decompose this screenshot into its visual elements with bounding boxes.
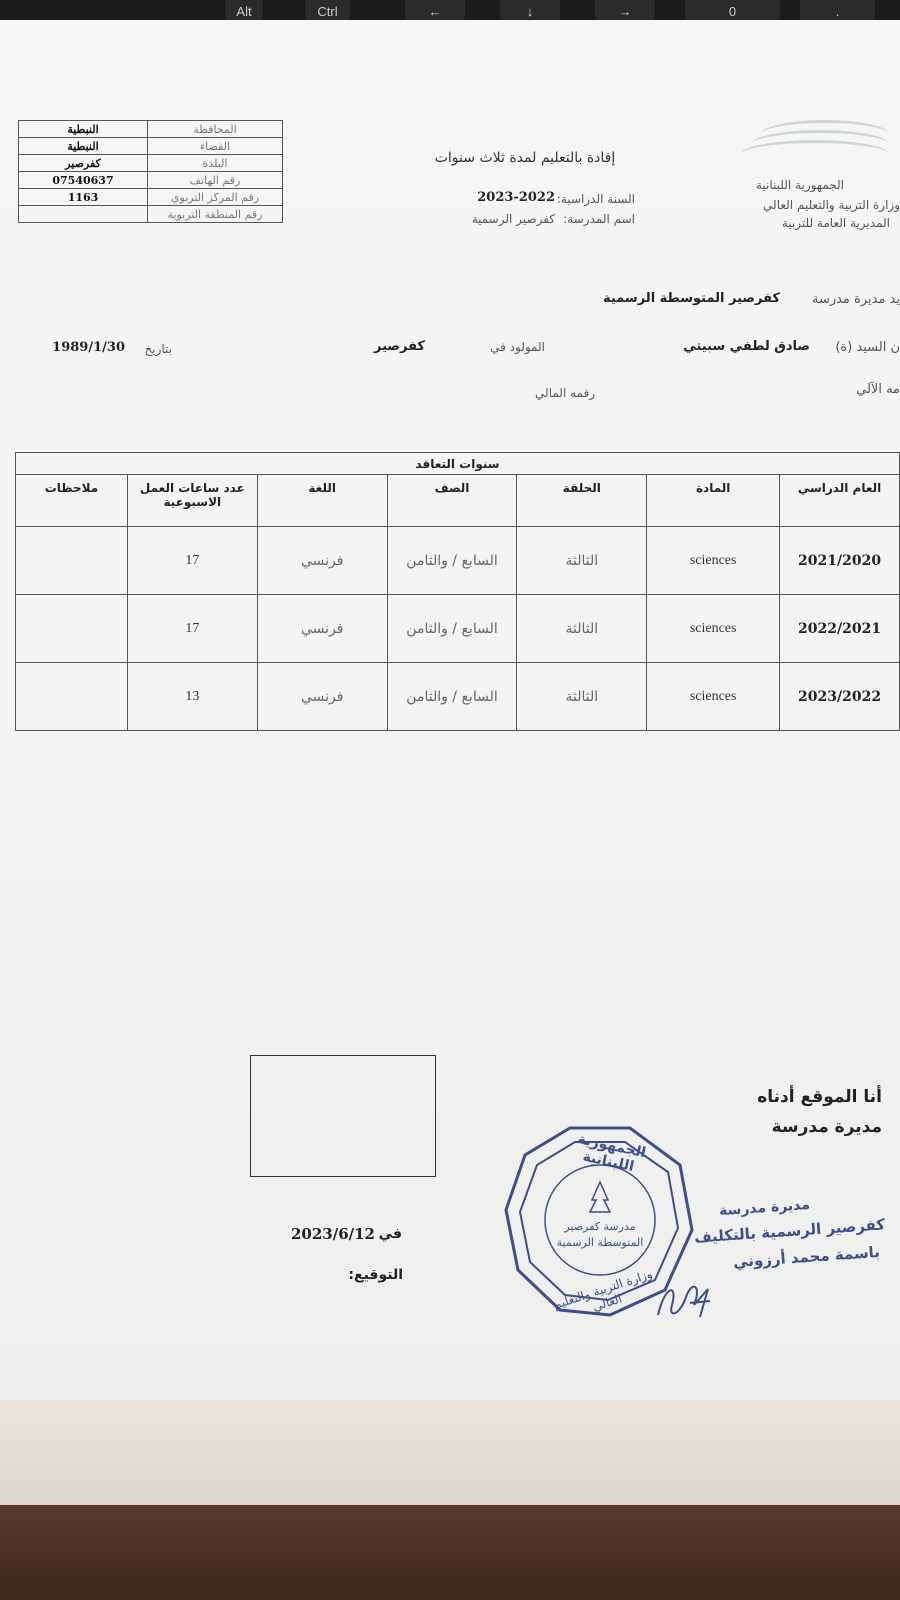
info-value: 07540637 [19, 172, 148, 189]
info-row [19, 138, 283, 155]
person-name: صادق لطفي سبيتي [683, 339, 810, 354]
cell-year: 2021/2020 [780, 527, 900, 595]
date-value: 2023/6/12 [290, 1225, 375, 1243]
info-table [18, 120, 283, 223]
cell-hours: 13 [127, 663, 257, 731]
info-label: رقم الهاتف [148, 172, 283, 189]
col-subject-header: المادة [647, 475, 780, 527]
financial-no-label: رقمه المالي [535, 386, 595, 400]
cell-year: 2023/2022 [780, 663, 900, 731]
key-down: ↓ [500, 0, 560, 20]
info-row [19, 155, 283, 172]
stamp-inner-line2: المتوسطة الرسمية [556, 1236, 644, 1249]
info-label: البلدة [148, 155, 283, 172]
school-year-value: 2023-2022 [477, 190, 555, 205]
cell-subject: sciences [647, 663, 780, 731]
cell-year: 2022/2021 [780, 595, 900, 663]
surface-below [0, 1400, 900, 1510]
cell-grade: السابع / والثامن [387, 527, 517, 595]
header-ministry: وزارة التربية والتعليم العالي [763, 198, 900, 212]
handwritten-line3: باسمة محمد أرزوني [732, 1242, 881, 1272]
cell-notes [16, 527, 128, 595]
wood-table [0, 1505, 900, 1600]
cell-cycle: الثالثة [517, 595, 647, 663]
info-value: النبطية [19, 138, 148, 155]
principal-text: مديرة مدرسة [771, 1117, 882, 1137]
school-name-value: كفرصير الرسمية [471, 212, 555, 226]
birth-place: كفرصير [374, 339, 425, 354]
computer-no-label: مه الآلي [856, 382, 900, 397]
cell-notes [16, 595, 128, 663]
cell-subject: sciences [647, 527, 780, 595]
keyboard-strip [0, 0, 900, 22]
info-row [19, 172, 283, 189]
table-row [16, 595, 900, 663]
info-label: القضاء [148, 138, 283, 155]
school-year-label: السنة الدراسية: [556, 192, 635, 206]
key-alt: Alt [225, 0, 263, 20]
signature-box [250, 1055, 436, 1177]
signature-label: التوقيع: [348, 1267, 403, 1283]
col-grade-header: الصف [387, 475, 517, 527]
cell-language: فرنسي [257, 527, 387, 595]
info-row [19, 189, 283, 206]
line1-prefix: يد مديرة مدرسة [811, 292, 900, 307]
col-notes-header: ملاحظات [16, 475, 128, 527]
col-cycle-header: الحلقة [517, 475, 647, 527]
cell-notes [16, 663, 128, 731]
info-label: رقم المنطقة التربوية [148, 206, 283, 223]
birth-date: 1989/1/30 [52, 340, 125, 355]
line1-school: كفرصير المتوسطة الرسمية [603, 291, 780, 306]
info-label: رقم المركز التربوي [148, 189, 283, 206]
line2-prefix: ن السيد (ة) [835, 340, 900, 355]
col-year-header: العام الدراسي [780, 475, 900, 527]
cell-language: فرنسي [257, 595, 387, 663]
info-value [19, 206, 148, 223]
key-right: → [595, 0, 655, 20]
ministry-logo [740, 112, 890, 172]
cell-cycle: الثالثة [517, 527, 647, 595]
cell-hours: 17 [127, 527, 257, 595]
info-value: 1163 [19, 189, 148, 206]
header-directorate: المديرية العامة للتربية [781, 216, 890, 230]
date-label: بتاريخ [144, 342, 172, 356]
key-dot: . [800, 0, 875, 20]
key-ctrl: Ctrl [305, 0, 350, 20]
cell-grade: السابع / والثامن [387, 663, 517, 731]
date-prefix: في [378, 1226, 402, 1242]
table-row [16, 663, 900, 731]
header-republic: الجمهورية اللبنانية [755, 178, 845, 192]
cell-hours: 17 [127, 595, 257, 663]
table-group-header: سنوات التعاقد [16, 453, 900, 475]
stamp-ring-text: الجمهورية اللبنانية [576, 1131, 648, 1176]
cell-subject: sciences [647, 595, 780, 663]
info-value: كفرصير [19, 155, 148, 172]
document-title: إفادة بالتعليم لمدة ثلاث سنوات [434, 150, 616, 166]
table-row [16, 527, 900, 595]
undersigned-text: أنا الموقع أدناه [757, 1087, 882, 1107]
cell-grade: السابع / والثامن [387, 595, 517, 663]
info-row [19, 206, 283, 223]
stamp-inner-line1: مدرسة كفرصير [564, 1220, 636, 1233]
handwritten-line1: مديرة مدرسة [718, 1196, 811, 1220]
key-zero: 0 [685, 0, 780, 20]
info-label: المحافظة [148, 121, 283, 138]
contract-years-table [15, 452, 900, 731]
document-page [0, 20, 900, 1410]
cell-language: فرنسي [257, 663, 387, 731]
col-language-header: اللغة [257, 475, 387, 527]
born-label: المولود في [490, 340, 545, 354]
col-hours-header: عدد ساعات العمل الاسبوعية [127, 475, 257, 527]
stamp-bottom-text: وزارة التربية والتعليم العالي [551, 1266, 654, 1314]
signature-scribble [650, 1275, 720, 1325]
info-row [19, 121, 283, 138]
info-value: النبطية [19, 121, 148, 138]
handwritten-line2: كفرصير الرسمية بالتكليف [693, 1215, 886, 1247]
cell-cycle: الثالثة [517, 663, 647, 731]
key-left: ← [405, 0, 465, 20]
school-name-label: اسم المدرسة: [563, 212, 635, 226]
